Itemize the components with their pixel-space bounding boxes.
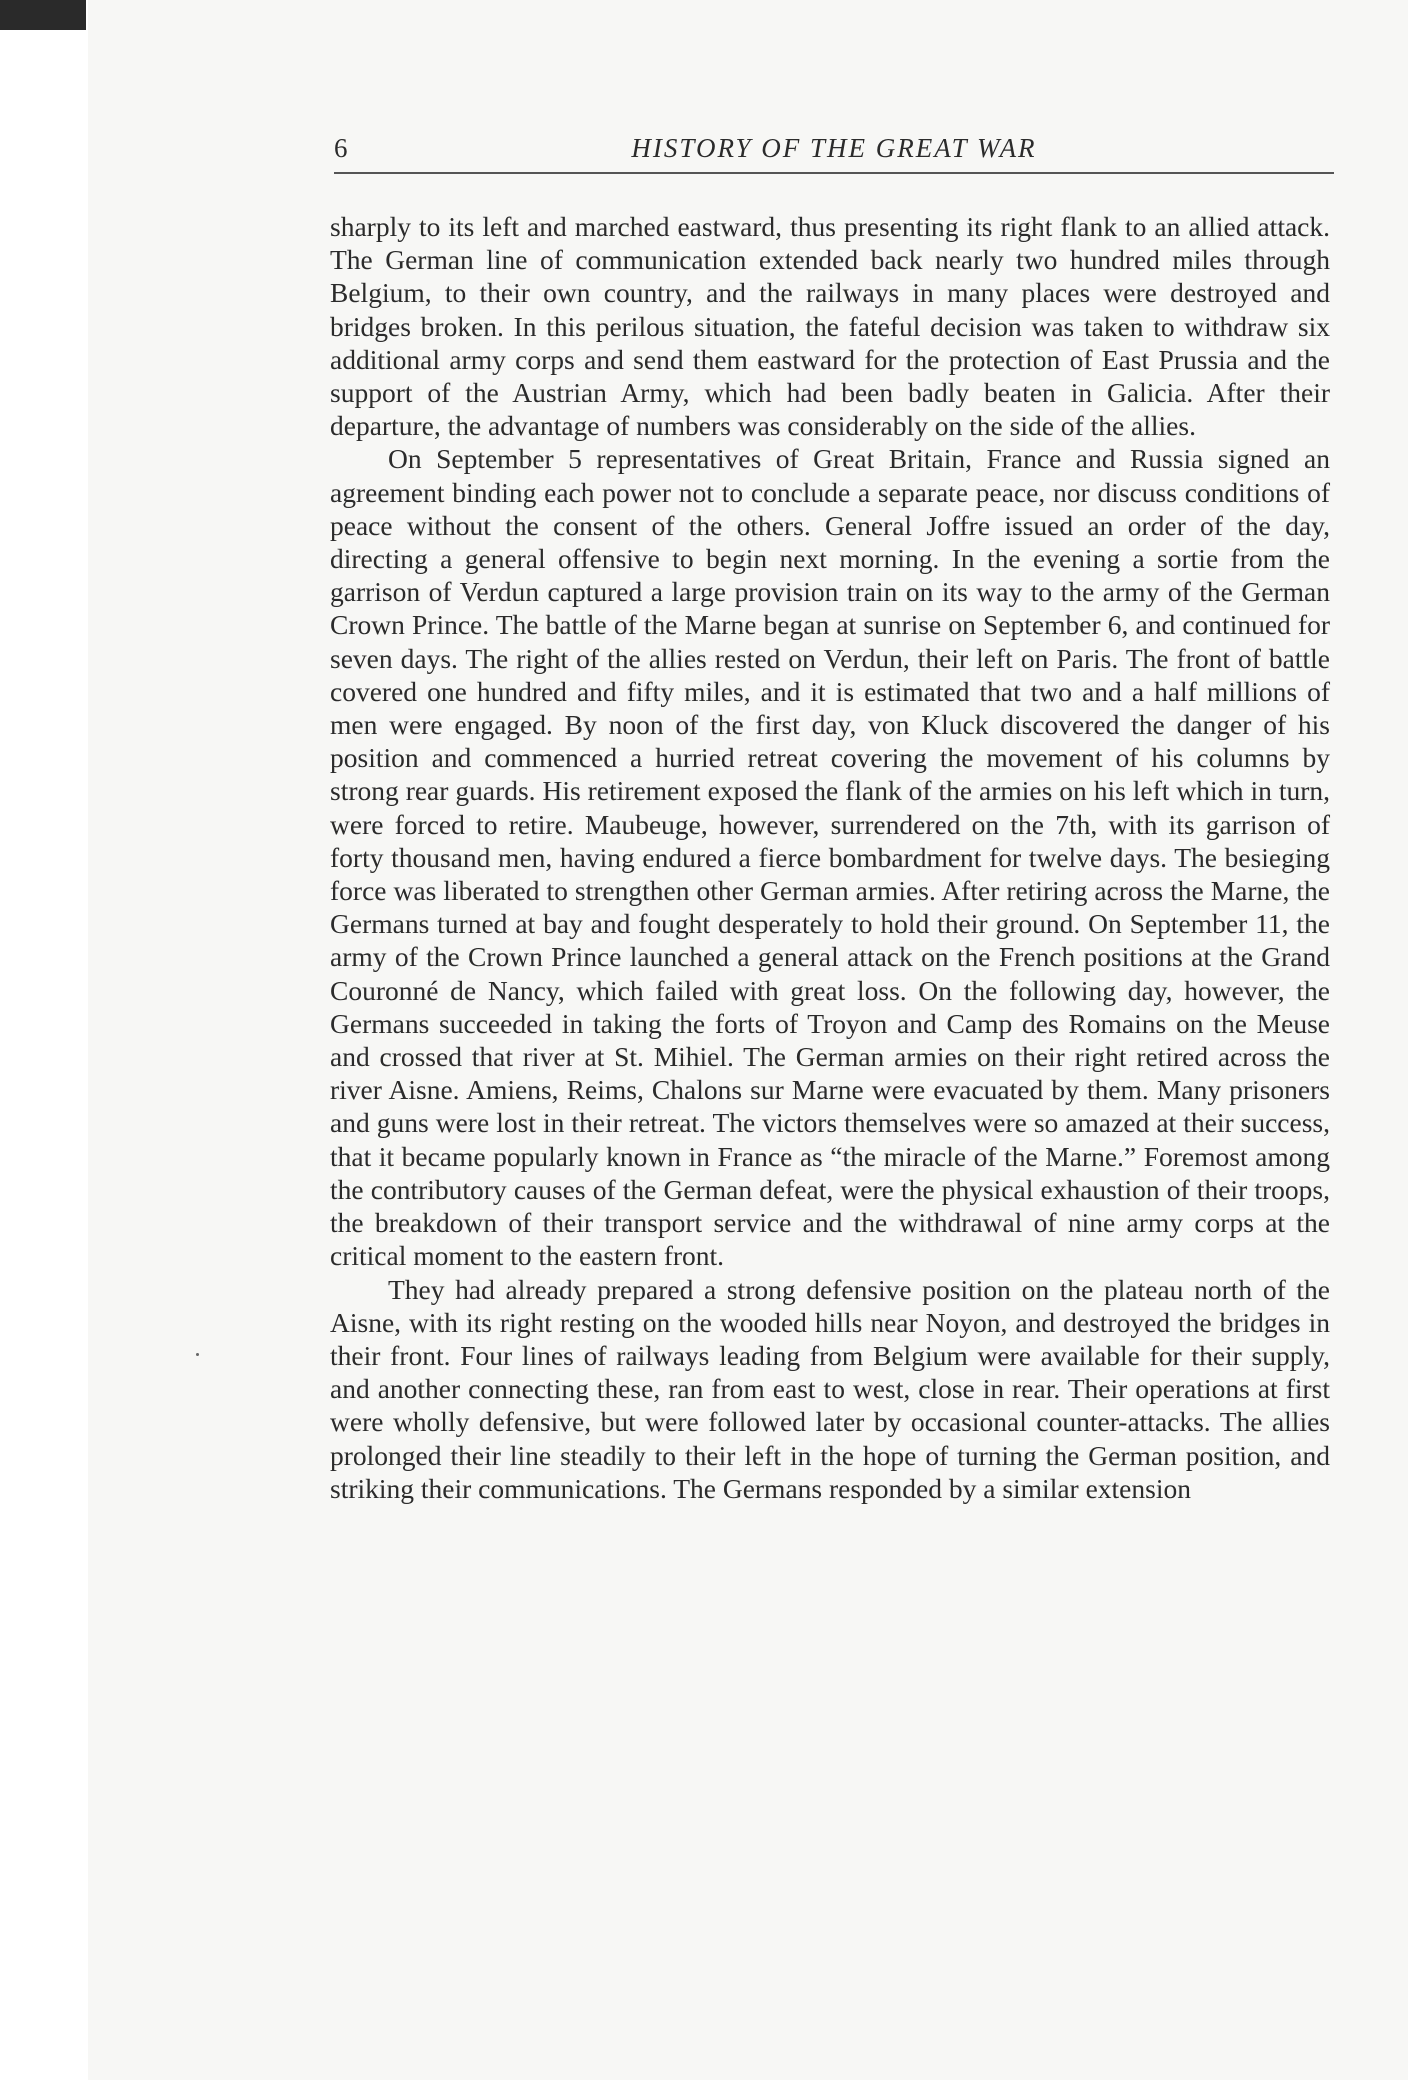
running-title: HISTORY OF THE GREAT WAR (631, 133, 1037, 163)
paragraph-3: They had already prepared a strong defensive position on the plateau north of the Aisne, with its right resting on the wooded hills near Noyon, and destroyed the bridges in their front. Four lines of railways leading from Belgium were available for their supply, and another connecting these, ran from east to west, close in rear. Their operations at first were wholly defensive, but were followed later by occasional counter-attacks. The allies prolonged their line steadily to their left in the hope of turning the German position, and striking their communications. The Germans responded by a similar extension (330, 1273, 1330, 1504)
running-head (334, 128, 1334, 168)
body-text (330, 210, 1330, 1505)
margin-speck (196, 1353, 199, 1356)
page-number: 6 (334, 133, 348, 163)
scan-edge (0, 0, 86, 30)
paragraph-2: On September 5 representatives of Great Britain, France and Russia signed an agreement binding each power not to conclude a separate peace, nor discuss conditions of peace without the consent of the others. General Joffre issued an order of the day, directing a general offensive to begin next morning. In the evening a sortie from the garrison of Verdun captured a large provision train on its way to the army of the German Crown Prince. The battle of the Marne began at sunrise on September 6, and continued for seven days. The right of the allies rested on Verdun, their left on Paris. The front of battle covered one hundred and fifty miles, and it is estimated that two and a half millions of men were engaged. By noon of the first day, von Kluck discovered the danger of his position and commenced a hurried retreat covering the movement of his columns by strong rear guards. His retirement exposed the flank of the armies on his left which in turn, were forced to retire. Maubeuge, however, surrendered on the 7th, with its garrison of forty thousand men, having endured a fierce bombardment for twelve days. The besieging force was liberated to strengthen other German armies. After retiring across the Marne, the Germans turned at bay and fought desperately to hold their ground. On September 11, the army of the Crown Prince launched a general attack on the French positions at the Grand Couronné de Nancy, which failed with great loss. On the following day, however, the Germans succeeded in taking the forts of Troyon and Camp des Romains on the Meuse and crossed that river at St. Mihiel. The German armies on their right retired across the river Aisne. Amiens, Reims, Chalons sur Marne were evacuated by them. Many prisoners and guns were lost in their retreat. The victors themselves were so amazed at their success, that it became popularly known in France as “the miracle of the Marne.” Foremost among the contributory causes of the German defeat, were the physical exhaustion of their troops, the breakdown of their transport service and the withdrawal of nine army corps at the critical moment to the eastern front. (330, 443, 1330, 1272)
header-rule (334, 172, 1334, 174)
paragraph-1: sharply to its left and marched eastward, thus presenting its right flank to an allied attack. The German line of communication extended back nearly two hundred miles through Belgium, to their own country, and the railways in many places were destroyed and bridges broken. In this perilous situation, the fateful decision was taken to withdraw six additional army corps and send them eastward for the protection of East Prussia and the support of the Austrian Army, which had been badly beaten in Galicia. After their departure, the advantage of numbers was considerably on the side of the allies. (330, 211, 1330, 442)
